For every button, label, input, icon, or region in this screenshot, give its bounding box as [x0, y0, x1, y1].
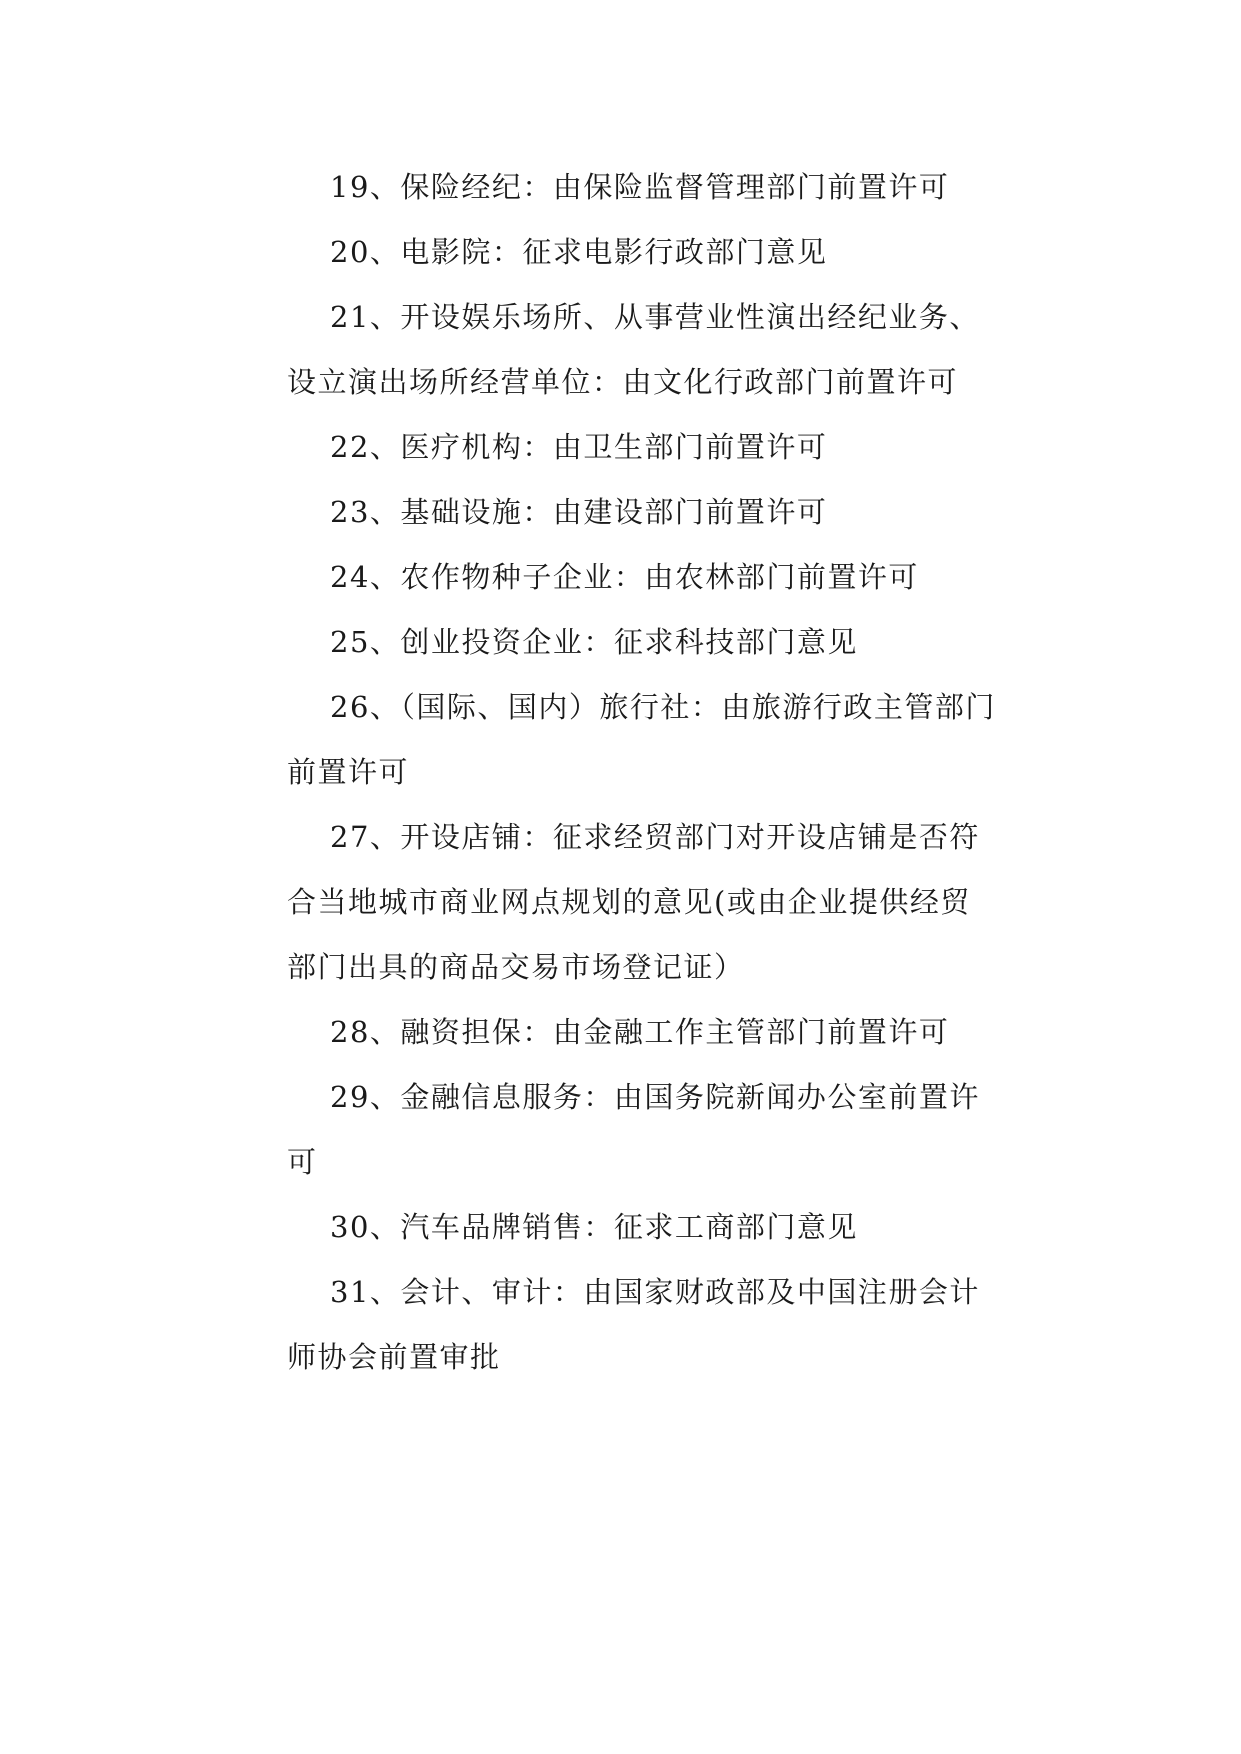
list-item-23: 23、基础设施：由建设部门前置许可 [330, 495, 828, 529]
list-item-27: 27、开设店铺：征求经贸部门对开设店铺是否符合当地城市商业网点规划的意见(或由企业提供经贸部门出具的商品交易市场登记证） [287, 820, 980, 984]
list-item-29: 29、金融信息服务：由国务院新闻办公室前置许可 [287, 1080, 980, 1179]
list-item-22: 22、医疗机构：由卫生部门前置许可 [330, 430, 828, 464]
list-item-28: 28、融资担保：由金融工作主管部门前置许可 [330, 1015, 950, 1049]
list-item-21: 21、开设娱乐场所、从事营业性演出经纪业务、设立演出场所经营单位：由文化行政部门前置许可 [287, 300, 980, 399]
list-item-31: 31、会计、审计：由国家财政部及中国注册会计师协会前置审批 [287, 1275, 980, 1374]
list-item-30: 30、汽车品牌销售：征求工商部门意见 [330, 1210, 858, 1244]
list-item-25: 25、创业投资企业：征求科技部门意见 [330, 625, 858, 659]
list-item-20: 20、电影院：征求电影行政部门意见 [330, 235, 828, 269]
document-body [287, 155, 999, 1390]
list-item-24: 24、农作物种子企业：由农林部门前置许可 [330, 560, 919, 594]
list-item-19: 19、保险经纪：由保险监督管理部门前置许可 [330, 170, 950, 204]
list-item-26: 26、（国际、国内）旅行社：由旅游行政主管部门前置许可 [287, 690, 996, 789]
